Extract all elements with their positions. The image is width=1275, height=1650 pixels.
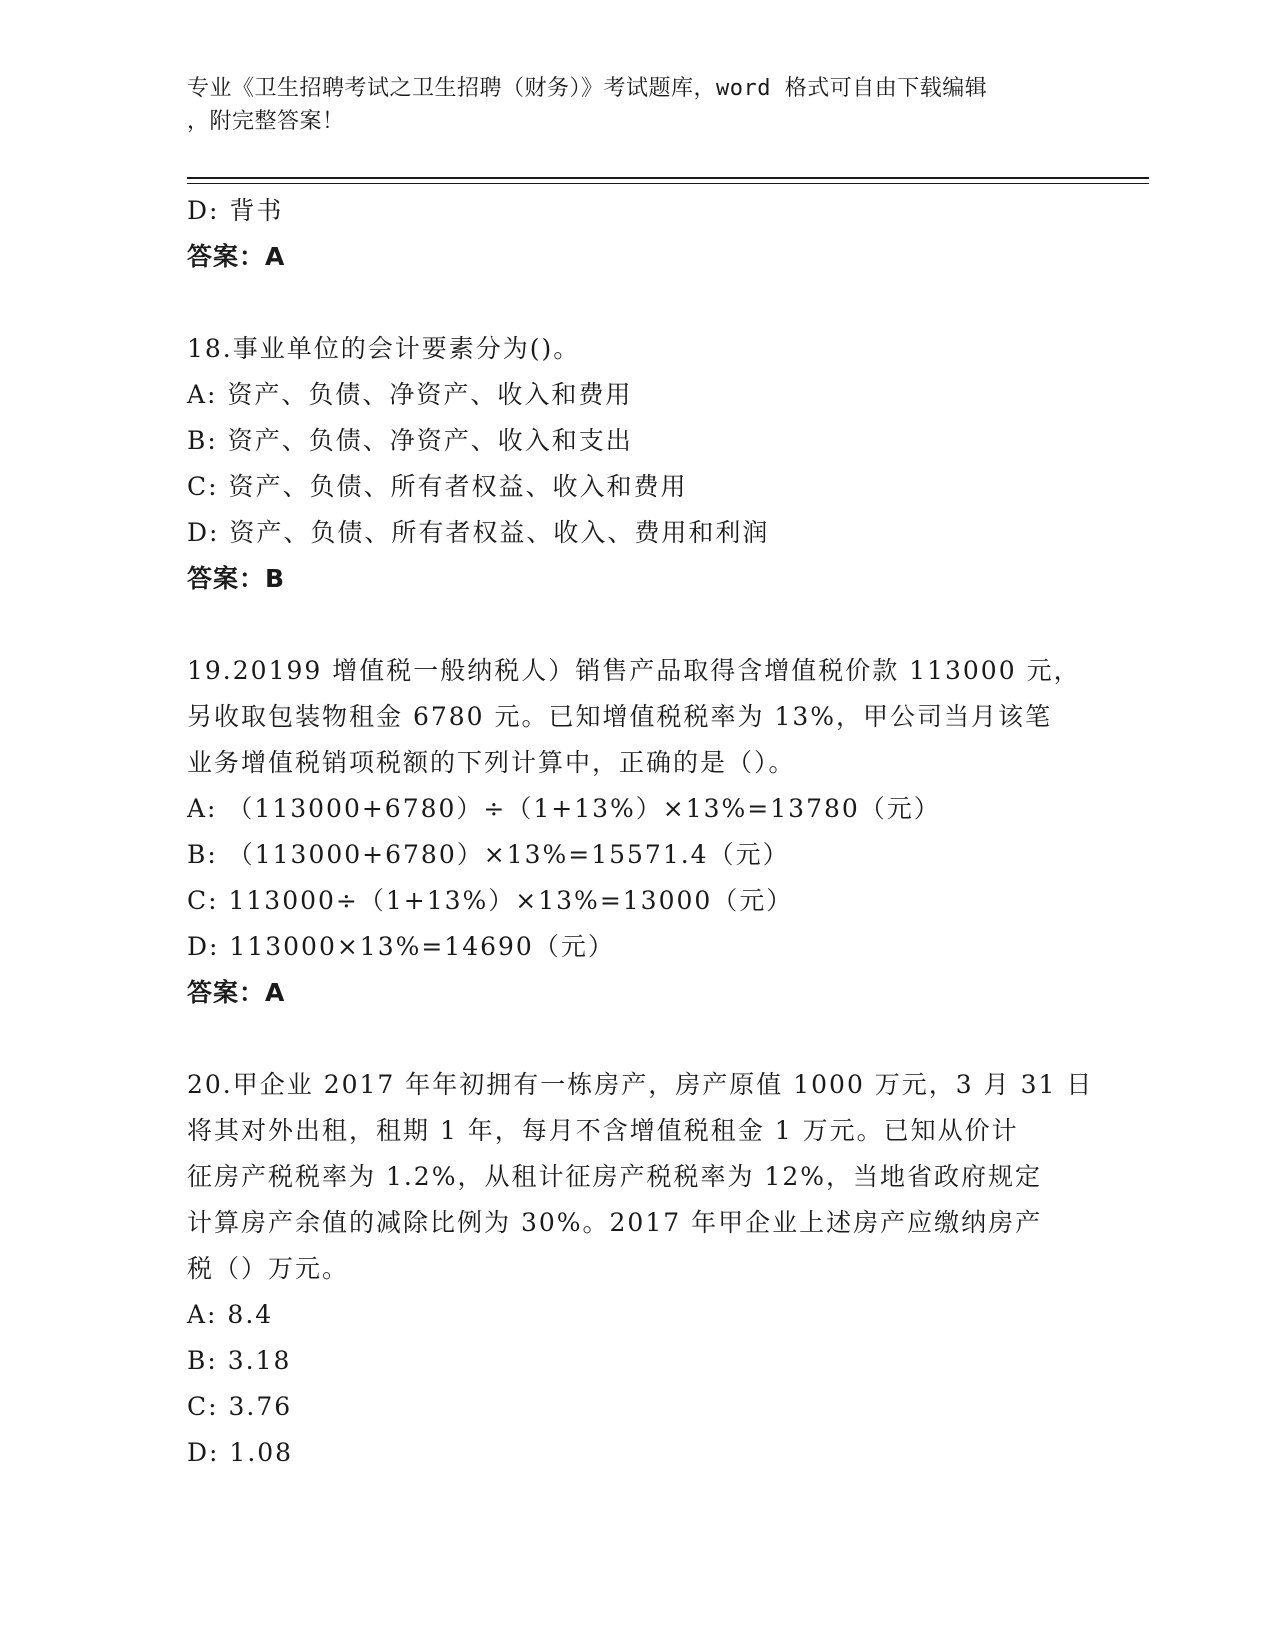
- q19-option-b: B: （113000+6780）×13%=15571.4（元）: [187, 840, 790, 869]
- document-body: [187, 188, 1094, 1476]
- header-divider-thin: [187, 183, 1149, 184]
- q17-answer: 答案：A: [187, 242, 286, 271]
- q20-stem-line-2: 将其对外出租，租期 1 年，每月不含增值税租金 1 万元。已知从价计: [187, 1116, 1019, 1145]
- q19-answer: 答案：A: [187, 978, 286, 1007]
- q19-stem-line-2: 另收取包装物租金 6780 元。已知增值税税率为 13%，甲公司当月该笔: [187, 702, 1053, 731]
- q19-option-a: A: （113000+6780）÷（1+13%）×13%=13780（元）: [187, 794, 941, 823]
- q17-option-d: D: 背书: [187, 196, 284, 225]
- q19-stem-line-1: 19.20199 增值税一般纳税人）销售产品取得含增值税价款 113000 元，: [187, 656, 1081, 685]
- q20-stem-line-1: 20.甲企业 2017 年年初拥有一栋房产，房产原值 1000 万元，3 月 31 日: [187, 1070, 1094, 1099]
- q18-option-a: A: 资产、负债、净资产、收入和费用: [187, 380, 633, 409]
- q20-option-b: B: 3.18: [187, 1346, 292, 1375]
- q20-stem-line-5: 税（）万元。: [187, 1254, 350, 1283]
- q19-option-d: D: 113000×13%=14690（元）: [187, 932, 615, 961]
- spacer: [187, 1016, 1087, 1062]
- q18-stem: 18.事业单位的会计要素分为()。: [187, 334, 581, 363]
- header-line-2: ，附完整答案！: [187, 109, 345, 134]
- q18-answer: 答案：B: [187, 564, 286, 593]
- q20-stem-line-3: 征房产税税率为 1.2%，从租计征房产税税率为 12%，当地省政府规定: [187, 1162, 1042, 1191]
- q18-option-d: D: 资产、负债、所有者权益、收入、费用和利润: [187, 518, 770, 547]
- header-line-1: 专业《卫生招聘考试之卫生招聘（财务）》考试题库，word 格式可自由下载编辑: [187, 76, 988, 101]
- q20-stem-line-4: 计算房产余值的减除比例为 30%。2017 年甲企业上述房产应缴纳房产: [187, 1208, 1043, 1237]
- q20-option-d: D: 1.08: [187, 1438, 294, 1467]
- page-header: [187, 72, 1087, 138]
- q18-option-c: C: 资产、负债、所有者权益、收入和费用: [187, 472, 688, 501]
- q19-stem-line-3: 业务增值税销项税额的下列计算中，正确的是（）。: [187, 748, 796, 777]
- q20-option-c: C: 3.76: [187, 1392, 293, 1421]
- spacer: [187, 602, 1087, 648]
- q19-option-c: C: 113000÷（1+13%）×13%=13000（元）: [187, 886, 794, 915]
- q18-option-b: B: 资产、负债、净资产、收入和支出: [187, 426, 633, 455]
- header-divider-thick: [187, 177, 1149, 179]
- q20-option-a: A: 8.4: [187, 1300, 274, 1329]
- spacer: [187, 280, 1087, 326]
